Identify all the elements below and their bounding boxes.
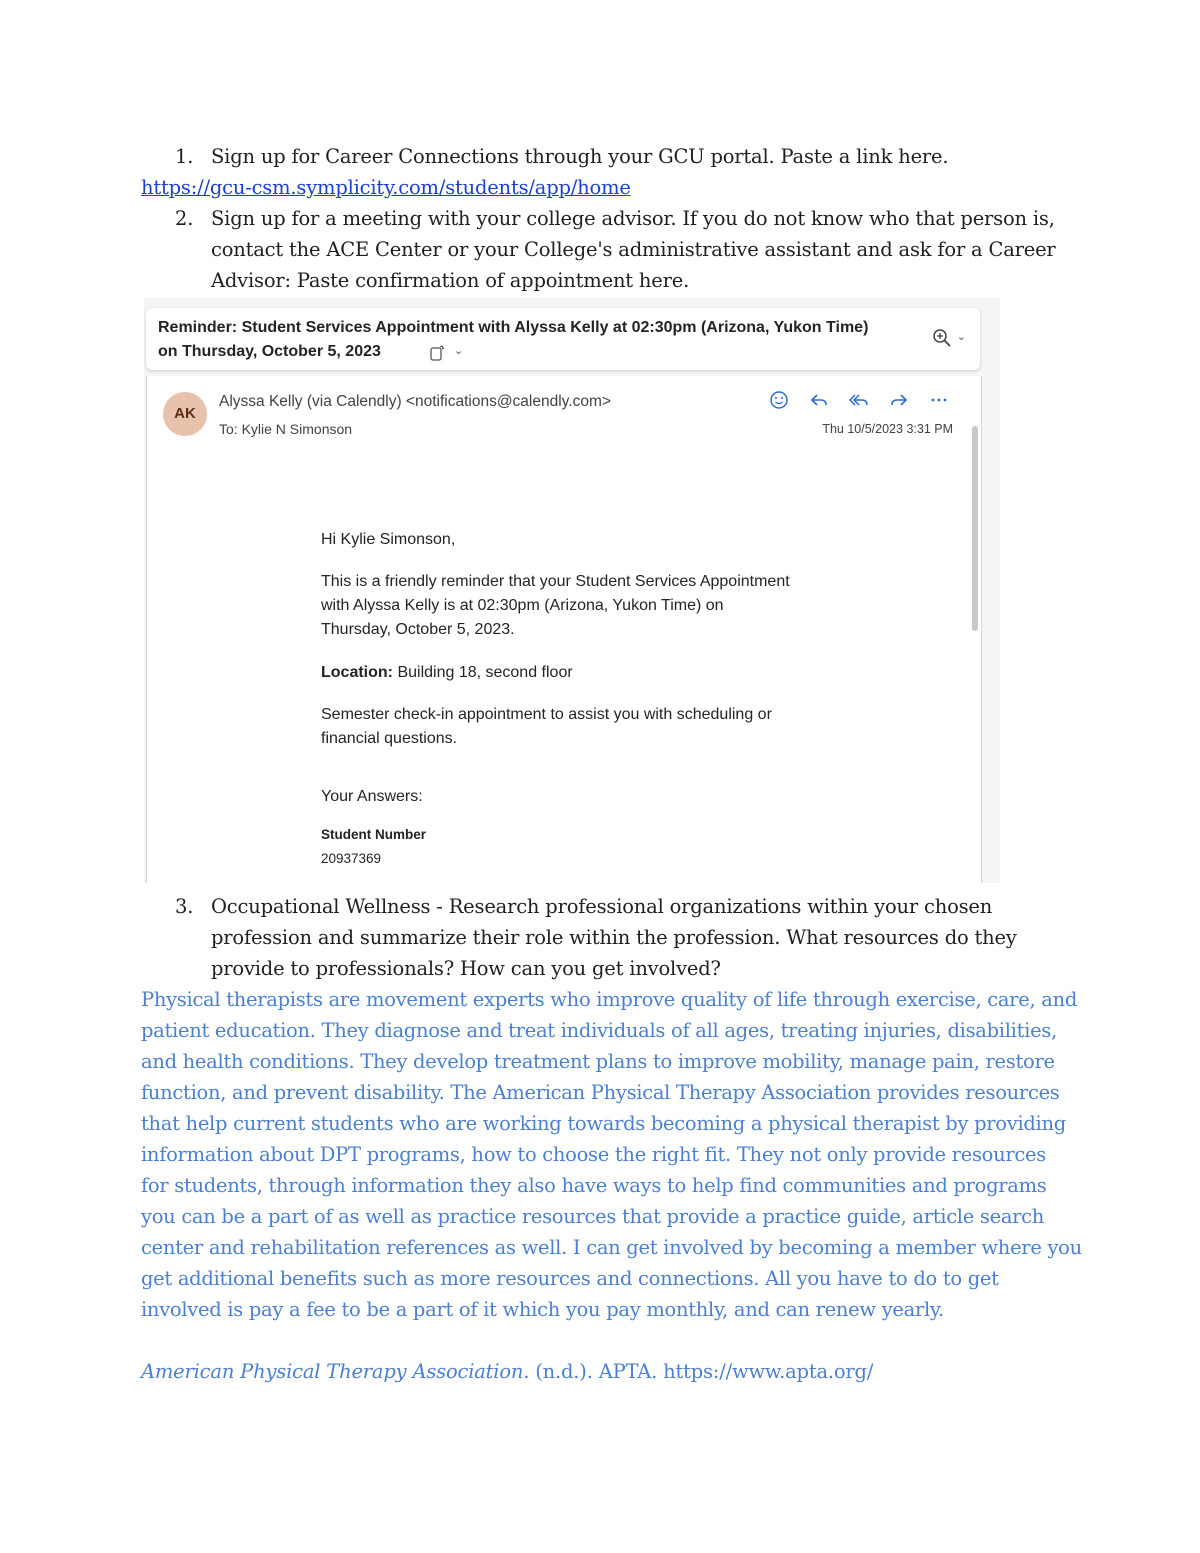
list-text: Sign up for Career Connections through your GCU portal. Paste a link here. xyxy=(211,145,949,168)
answer-paragraph xyxy=(141,984,1082,1325)
email-actions xyxy=(767,388,951,412)
list-number: 2. xyxy=(175,207,194,230)
chevron-down-icon[interactable]: ⌄ xyxy=(454,345,464,357)
paragraph-line: information about DPT programs, how to choose the right fit. They not only provide resources xyxy=(141,1143,1046,1166)
paragraph-line: and health conditions. They develop treatment plans to improve mobility, manage pain, restore xyxy=(141,1050,1055,1073)
list-text-line: contact the ACE Center or your College's administrative assistant and ask for a Career xyxy=(211,238,1056,261)
avatar: AK xyxy=(163,392,207,436)
email-body-line: Thursday, October 5, 2023. xyxy=(321,621,515,638)
list-text-line: Sign up for a meeting with your college advisor. If you do not know who that person is, xyxy=(211,207,1055,230)
email-body-line: This is a friendly reminder that your Student Services Appointment xyxy=(321,573,790,590)
chevron-down-icon[interactable]: ⌄ xyxy=(956,331,966,343)
location-value: Building 18, second floor xyxy=(393,664,573,681)
list-text-line: provide to professionals? How can you get involved? xyxy=(211,957,721,980)
reply-icon[interactable] xyxy=(807,388,831,412)
location-label: Location: xyxy=(321,664,393,681)
email-subject-card xyxy=(146,308,980,370)
zoom-icon[interactable] xyxy=(932,328,952,348)
email-description-line: financial questions. xyxy=(321,730,458,747)
subject-line: Reminder: Student Services Appointment with Alyssa Kelly at 02:30pm (Arizona, Yukon Time) xyxy=(158,319,869,336)
student-number-label: Student Number xyxy=(321,827,427,842)
more-icon[interactable] xyxy=(927,388,951,412)
paragraph-line: get additional benefits such as more resources and connections. All you have to do to get xyxy=(141,1267,999,1290)
student-number-value: 20937369 xyxy=(321,851,382,866)
citation-rest: (n.d.). APTA. https://www.apta.org/ xyxy=(529,1360,874,1383)
list-text-line: Advisor: Paste confirmation of appointment here. xyxy=(211,269,690,292)
subject-line: on Thursday, October 5, 2023 xyxy=(158,343,381,360)
email-message-card xyxy=(146,376,982,883)
paragraph-line: for students, through information they also have ways to help find communities and programs xyxy=(141,1174,1047,1197)
email-greeting: Hi Kylie Simonson, xyxy=(321,531,456,548)
citation-title: American Physical Therapy Association. xyxy=(141,1360,530,1383)
email-screenshot xyxy=(144,298,1000,883)
email-description-line: Semester check-in appointment to assist you with scheduling or xyxy=(321,706,772,723)
list-number: 1. xyxy=(175,145,194,168)
paragraph-line: you can be a part of as well as practice resources that provide a practice guide, article search xyxy=(141,1205,1045,1228)
paragraph-line: center and rehabilitation references as well. I can get involved by becoming a member where you xyxy=(141,1236,1082,1259)
smiley-icon[interactable] xyxy=(767,388,791,412)
list-number: 3. xyxy=(175,895,194,918)
scrollbar-thumb[interactable] xyxy=(972,426,978,631)
paragraph-line: Physical therapists are movement experts who improve quality of life through exercise, care, and xyxy=(141,988,1078,1011)
email-recipient: To: Kylie N Simonson xyxy=(219,421,353,437)
paragraph-line: function, and prevent disability. The American Physical Therapy Association provides resources xyxy=(141,1081,1060,1104)
email-body-line: with Alyssa Kelly is at 02:30pm (Arizona, Yukon Time) on xyxy=(321,597,724,614)
answers-heading: Your Answers: xyxy=(321,788,423,805)
email-subject xyxy=(158,316,918,364)
paragraph-line: patient education. They diagnose and treat individuals of all ages, treating injuries, disabilities, xyxy=(141,1019,1057,1042)
career-connections-link[interactable]: https://gcu-csm.symplicity.com/students/app/home xyxy=(141,176,631,199)
email-date: Thu 10/5/2023 3:31 PM xyxy=(822,422,953,436)
reply-all-icon[interactable] xyxy=(847,388,871,412)
scrollbar[interactable] xyxy=(971,426,979,883)
paragraph-line: that help current students who are working towards becoming a physical therapist by providing xyxy=(141,1112,1066,1135)
email-location xyxy=(321,661,573,685)
list-text-line: Occupational Wellness - Research professional organizations within your chosen xyxy=(211,895,993,918)
paragraph-line: involved is pay a fee to be a part of it which you pay monthly, and can renew yearly. xyxy=(141,1298,944,1321)
forward-icon[interactable] xyxy=(887,388,911,412)
citation xyxy=(141,1356,873,1387)
summary-icon[interactable] xyxy=(429,344,447,362)
list-text-line: profession and summarize their role within the profession. What resources do they xyxy=(211,926,1017,949)
email-sender[interactable]: Alyssa Kelly (via Calendly) <notifications@calendly.com> xyxy=(219,393,611,410)
